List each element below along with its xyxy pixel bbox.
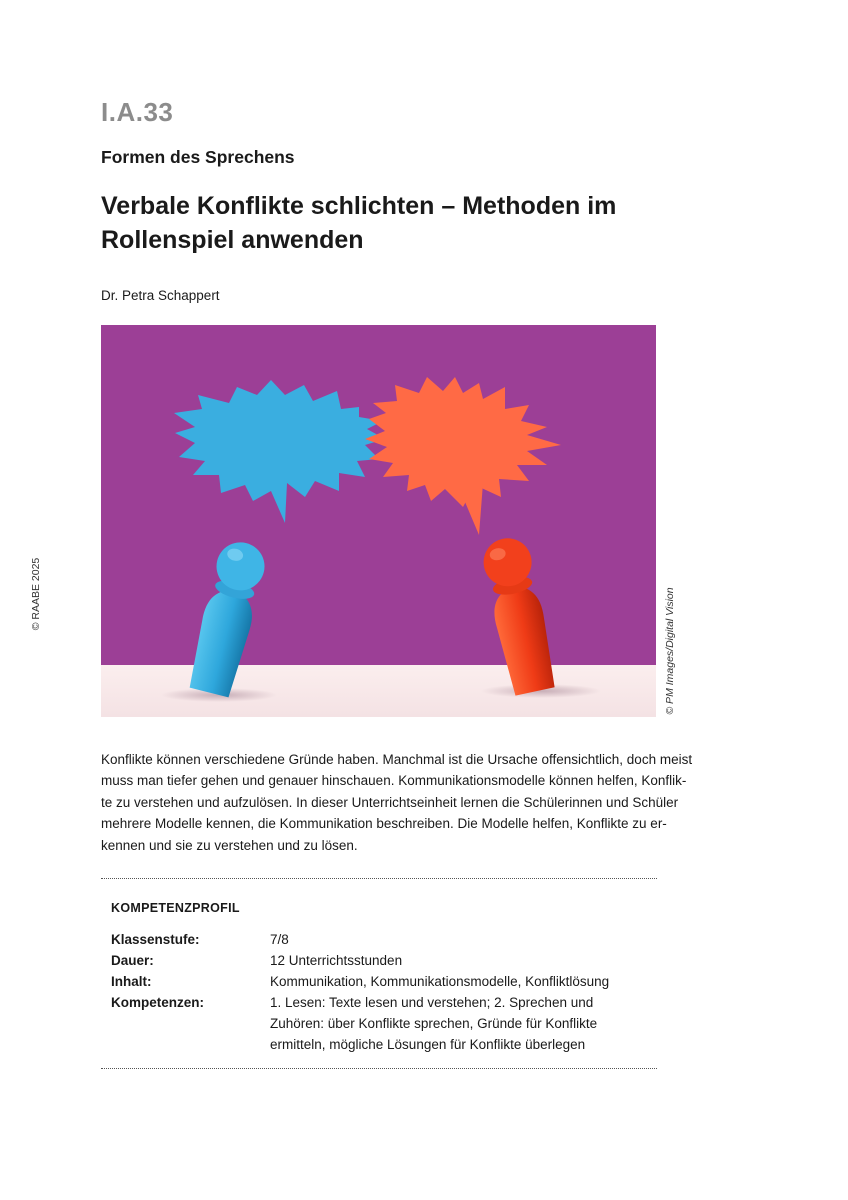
profile-label: Kompetenzen: [111,995,205,1010]
profile-heading: KOMPETENZPROFIL [111,901,240,915]
intro-line: Konflikte können verschiedene Gründe haben. Manchmal ist die Ursache offensichtlich, doch meist [101,752,693,767]
profile-value: 1. Lesen: Texte lesen und verstehen; 2. Sprechen und Zuhören: über Konflikte sprechen, Gründe für Konflikte ermitteln, mögliche Lösungen für Konflikte überlegen [270,995,598,1052]
intro-paragraph [101,749,693,856]
intro-line: te zu verstehen und aufzulösen. In dieser Unterrichtseinheit lernen die Schülerinnen und Schüler [101,794,679,810]
profile-label: Inhalt: [111,974,152,989]
profile-value: 7/8 [270,932,289,947]
unit-code: I.A.33 [101,97,174,127]
photo-credit: © PM Images/Digital Vision [664,587,676,715]
profile-value: 12 Unterrichtsstunden [270,953,403,968]
author: Dr. Petra Schappert [101,288,220,303]
profile-value: Kommunikation, Kommunikationsmodelle, Konfliktlösung [270,974,610,989]
intro-line: muss man tiefer gehen und genauer hinschauen. Kommunikationsmodelle können helfen, Konflik- [101,773,687,789]
copyright-notice: © RAABE 2025 [30,557,42,631]
competence-profile [101,878,657,1069]
cover-illustration [101,325,656,717]
series-title: Formen des Sprechens [101,147,295,167]
purple-background [101,325,656,667]
intro-line: mehrere Modelle kennen, die Kommunikation beschreiben. Die Modelle helfen, Konflikte zu er- [101,816,667,832]
page-title: Verbale Konflikte schlichten – Methoden im Rollenspiel anwenden [101,192,617,254]
profile-label: Dauer: [111,953,154,968]
profile-label: Klassenstufe: [111,932,200,947]
intro-line: kennen und sie zu verstehen und zu lösen. [101,837,358,853]
